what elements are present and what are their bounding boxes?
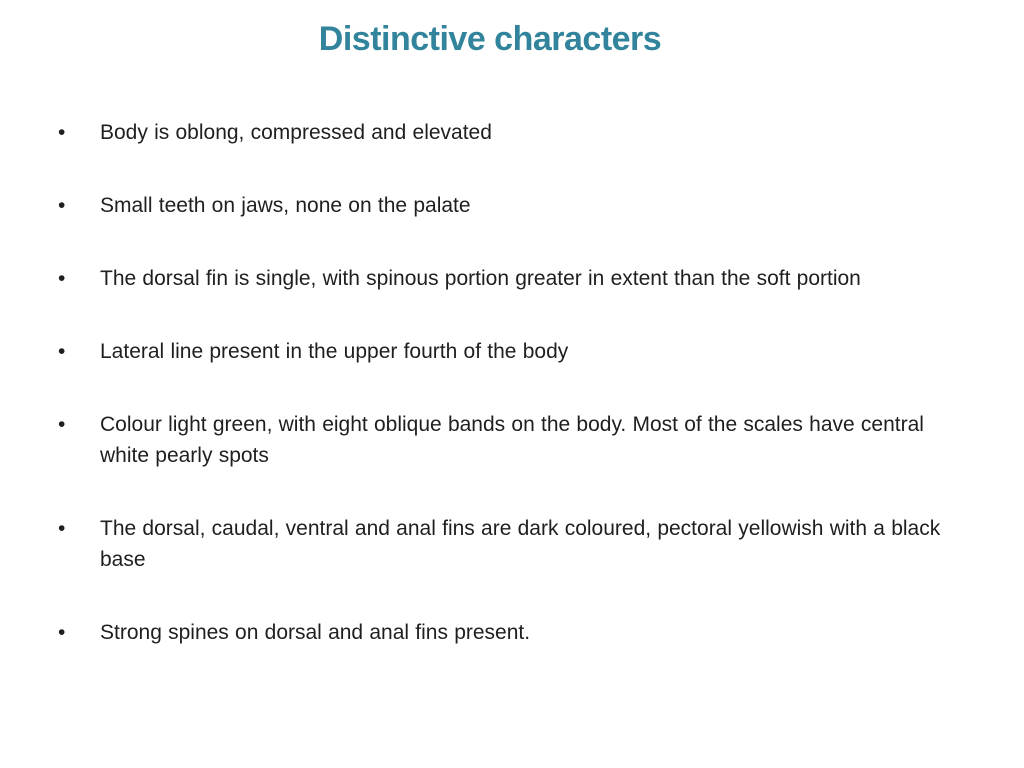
bullet-item	[58, 263, 978, 294]
bullet-icon: •	[58, 621, 66, 644]
bullet-text: Lateral line present in the upper fourth of the body	[100, 340, 569, 363]
bullet-text: Colour light green, with eight oblique bands on the body. Most of the scales have central white pearly spots	[100, 413, 924, 467]
bullet-item	[58, 336, 978, 367]
bullet-list	[58, 117, 978, 690]
bullet-text: Body is oblong, compressed and elevated	[100, 121, 492, 144]
bullet-item	[58, 190, 978, 221]
bullet-text: Strong spines on dorsal and anal fins present.	[100, 621, 531, 644]
bullet-item	[58, 117, 978, 148]
bullet-item	[58, 409, 978, 471]
slide-title: Distinctive characters	[318, 20, 662, 58]
bullet-icon: •	[58, 194, 66, 217]
bullet-text: Small teeth on jaws, none on the palate	[100, 194, 471, 217]
bullet-icon: •	[58, 340, 66, 363]
bullet-text: The dorsal fin is single, with spinous portion greater in extent than the soft portion	[100, 267, 861, 290]
bullet-item	[58, 617, 978, 648]
bullet-item	[58, 513, 978, 575]
bullet-icon: •	[58, 121, 66, 144]
bullet-icon: •	[58, 517, 66, 540]
bullet-icon: •	[58, 267, 66, 290]
bullet-icon: •	[58, 413, 66, 436]
bullet-text: The dorsal, caudal, ventral and anal fins are dark coloured, pectoral yellowish with a black base	[100, 517, 941, 571]
